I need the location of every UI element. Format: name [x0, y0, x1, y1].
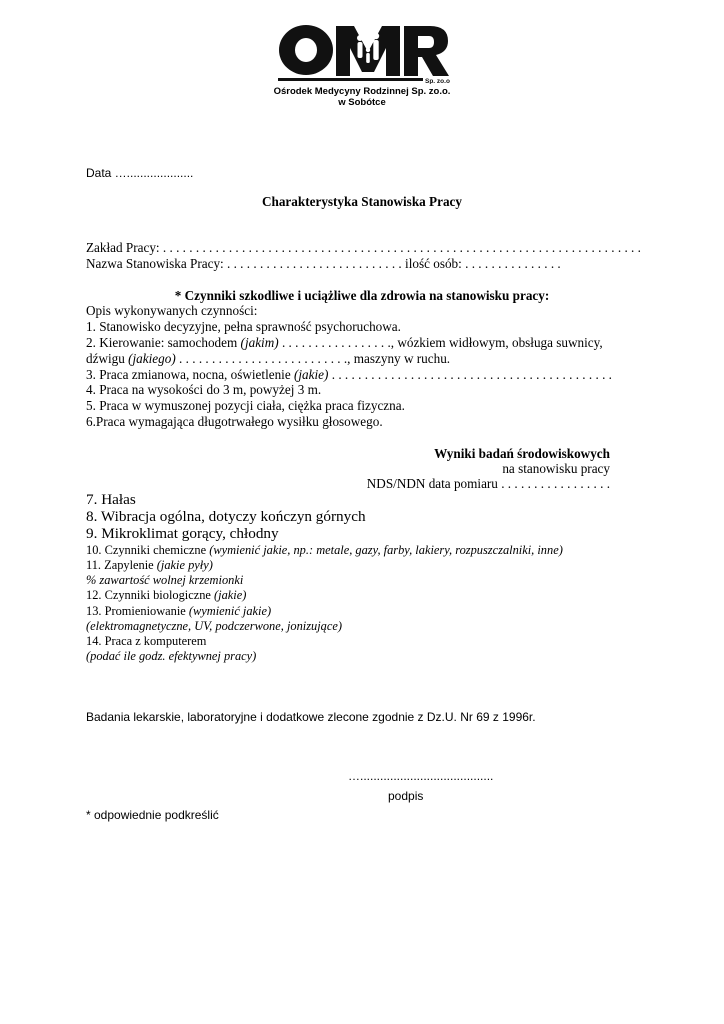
date-field: Data …....................: [86, 166, 194, 180]
organization-name: [220, 86, 504, 108]
signature-line: …........................................: [348, 769, 494, 783]
factor-item-2-cont: [86, 351, 450, 367]
factor-item-2b-text: dźwigu: [86, 351, 129, 366]
env-item-14-hours: (podać ile godz. efektywnej pracy): [86, 649, 257, 663]
env-item-10: [86, 542, 563, 558]
env-item-11-hint: (jakie pyły): [156, 558, 213, 572]
nds-measurement-date: NDS/NDN data pomiaru . . . . . . . . . . . . . . . . .: [366, 476, 610, 491]
position-name-line: Nazwa Stanowiska Pracy: . . . . . . . . . . . . . . . . . . . . . . . . . . . ilość osób: . . . . . . . . . . . . . . .: [86, 256, 561, 271]
footnote: * odpowiednie podkreślić: [86, 808, 219, 822]
factor-item-2b-rest: . . . . . . . . . . . . . . . . . . . . . . . . . ., maszyny w ruchu.: [175, 351, 451, 366]
signature-label: podpis: [388, 789, 424, 803]
env-item-12-text: 12. Czynniki biologiczne: [86, 588, 215, 602]
page-title: Charakterystyka Stanowiska Pracy: [261, 194, 462, 209]
factor-item-1: 1. Stanowisko decyzyjne, pełna sprawność psychoruchowa.: [86, 319, 401, 334]
logo-small-text: Sp. zo.o.: [425, 78, 450, 84]
env-item-8: 8. Wibracja ogólna, dotyczy kończyn górnych: [86, 508, 366, 525]
omr-logo-graphic: [278, 22, 450, 84]
env-item-7: 7. Hałas: [86, 491, 136, 508]
factor-item-2-hint: (jakim): [240, 335, 279, 350]
env-item-12: [86, 587, 246, 603]
factor-item-2-rest: . . . . . . . . . . . . . . . . ., wózkiem widłowym, obsługa suwnicy,: [278, 335, 603, 350]
org-line-1: Ośrodek Medycyny Rodzinnej Sp. zo.o.: [273, 86, 451, 97]
factor-item-5: 5. Praca w wymuszonej pozycji ciała, ciężka praca fizyczna.: [86, 398, 405, 413]
factors-intro: Opis wykonywanych czynności:: [86, 303, 258, 318]
env-item-9: 9. Mikroklimat gorący, chłodny: [86, 525, 279, 542]
env-item-13: [86, 603, 271, 619]
env-item-13-hint: (wymienić jakie): [188, 604, 272, 618]
env-item-13-types: (elektromagnetyczne, UV, podczerwone, jonizujące): [86, 619, 343, 633]
env-item-10-hint: (wymienić jakie, np.: metale, gazy, farby, lakiery, rozpuszczalniki, inne): [209, 543, 563, 557]
factor-item-6: 6.Praca wymagająca długotrwałego wysiłku głosowego.: [86, 414, 383, 429]
env-item-14: 14. Praca z komputerem: [86, 634, 207, 648]
org-line-2: w Sobótce: [338, 97, 386, 108]
factor-item-2-text: 2. Kierowanie: samochodem: [86, 335, 241, 350]
factor-item-2b-hint: (jakiego): [128, 351, 176, 366]
env-item-12-hint: (jakie): [214, 588, 247, 602]
env-item-11-text: 11. Zapylenie: [86, 558, 157, 572]
factor-item-3-rest: . . . . . . . . . . . . . . . . . . . . . . . . . . . . . . . . . . . . . . . . . . .: [328, 367, 612, 382]
factor-item-3-text: 3. Praca zmianowa, nocna, oświetlenie: [86, 367, 294, 382]
env-item-13-text: 13. Promieniowanie: [86, 604, 189, 618]
env-item-11-silica: % zawartość wolnej krzemionki: [86, 573, 244, 587]
env-item-10-text: 10. Czynniki chemiczne: [86, 543, 210, 557]
factor-item-4: 4. Praca na wysokości do 3 m, powyżej 3 m.: [86, 382, 322, 397]
omr-logo: [278, 22, 450, 84]
factor-item-3-hint: (jakie): [294, 367, 329, 382]
factors-heading: * Czynniki szkodliwe i uciążliwe dla zdrowia na stanowisku pracy:: [174, 288, 550, 303]
workplace-line: Zakład Pracy: . . . . . . . . . . . . . . . . . . . . . . . . . . . . . . . . . . . . . . . . . . . . . . . . . . . . . . . . . . . . . . . . . . . . . . . . .: [86, 240, 641, 255]
env-results-heading: Wyniki badań środowiskowych: [434, 446, 610, 461]
env-item-11: [86, 557, 213, 573]
medical-exams-note: Badania lekarskie, laboratoryjne i dodatkowe zlecone zgodnie z Dz.U. Nr 69 z 1996r.: [86, 710, 536, 724]
factor-item-3: [86, 367, 612, 383]
env-results-sub: na stanowisku pracy: [502, 461, 610, 476]
factor-item-2: [86, 335, 603, 351]
